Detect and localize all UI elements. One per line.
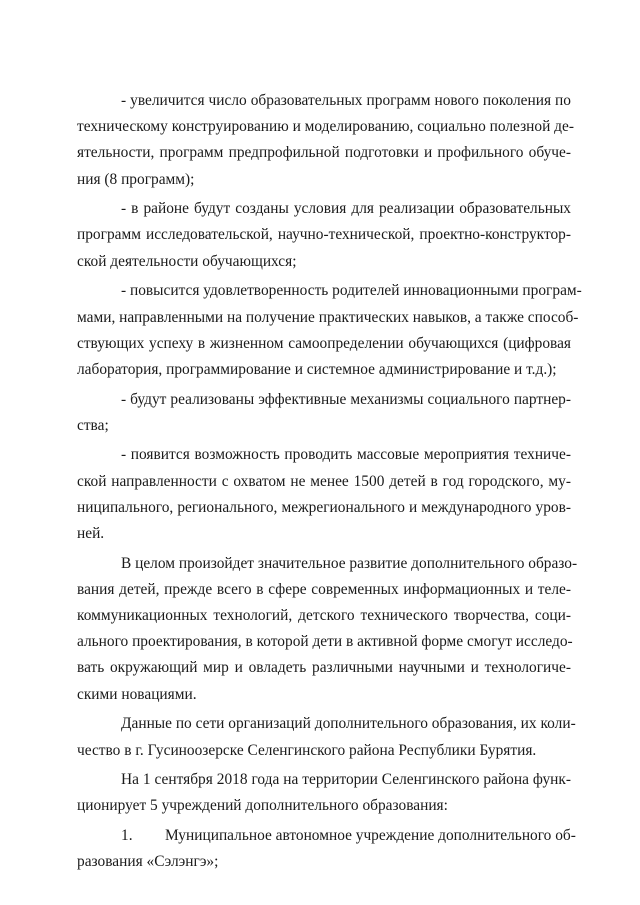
text-line — [77, 823, 576, 849]
text-line: ской направленности с охватом не менее 1500 детей в год городского, му- — [77, 472, 571, 490]
text-line: ней. — [77, 525, 105, 542]
paragraph — [77, 711, 576, 763]
paragraph — [77, 551, 578, 708]
paragraph — [77, 387, 571, 439]
text-line: техническому конструированию и моделированию, социально полезной де- — [77, 118, 574, 136]
text-line: - появится возможность проводить массовые мероприятия техниче- — [121, 446, 571, 464]
text-line: - будут реализованы эффективные механизмы социального партнер- — [121, 390, 571, 408]
text-line: лаборатория, программирование и системное администрирование и т.д.); — [77, 360, 557, 378]
list-item — [77, 823, 576, 875]
text-line: мами, направленными на получение практических навыков, а также способ- — [77, 308, 579, 326]
text-line: скими новациями. — [77, 685, 197, 703]
text-line: ционирует 5 учреждений дополнительного образования: — [77, 797, 448, 815]
text-line: разования «Сэлэнгэ»; — [77, 853, 219, 871]
text-line: чество в г. Гусиноозерске Селенгинского района Республики Бурятия. — [77, 741, 537, 759]
document-body — [77, 88, 582, 875]
paragraph — [77, 442, 571, 547]
paragraph — [77, 88, 574, 193]
list-number: 1. — [121, 827, 133, 845]
text-line: вать окружающий мир и овладеть различными научными и технологиче- — [77, 659, 571, 677]
text-line: ниципального, регионального, межрегионального и международного уров- — [77, 498, 571, 516]
paragraph — [77, 767, 571, 819]
text-line: ства; — [77, 416, 109, 434]
text-line: ствующих успеху в жизненном самоопределении обучающихся (цифровая — [77, 334, 571, 352]
text-line: ального проектирования, в которой дети в активной форме смогут исследо- — [77, 633, 573, 651]
text-line: - повысится удовлетворенность родителей инновационными програм- — [121, 282, 582, 300]
text-line: - увеличится число образовательных программ нового поколения по — [121, 92, 571, 109]
list-item-text: Муниципальное автономное учреждение дополнительного об- — [165, 827, 576, 845]
text-line: В целом произойдет значительное развитие дополнительного образо- — [121, 554, 578, 572]
text-line: программ исследовательской, научно-технической, проектно-конструктор- — [77, 226, 571, 244]
text-line: На 1 сентября 2018 года на территории Селенгинского района функ- — [121, 771, 571, 789]
text-line: ния (8 программ); — [77, 170, 195, 188]
paragraph — [77, 196, 571, 275]
text-line: коммуникационных технологий, детского технического творчества, соци- — [77, 607, 571, 625]
text-line: - в районе будут созданы условия для реализации образовательных — [121, 200, 571, 218]
text-line: вания детей, прежде всего в сфере современных информационных и теле- — [77, 580, 571, 598]
text-line: Данные по сети организаций дополнительного образования, их коли- — [121, 715, 576, 733]
text-line: ской деятельности обучающихся; — [77, 252, 297, 270]
text-line: ятельности, программ предпрофильной подготовки и профильного обуче- — [77, 144, 571, 162]
paragraph — [77, 278, 582, 383]
